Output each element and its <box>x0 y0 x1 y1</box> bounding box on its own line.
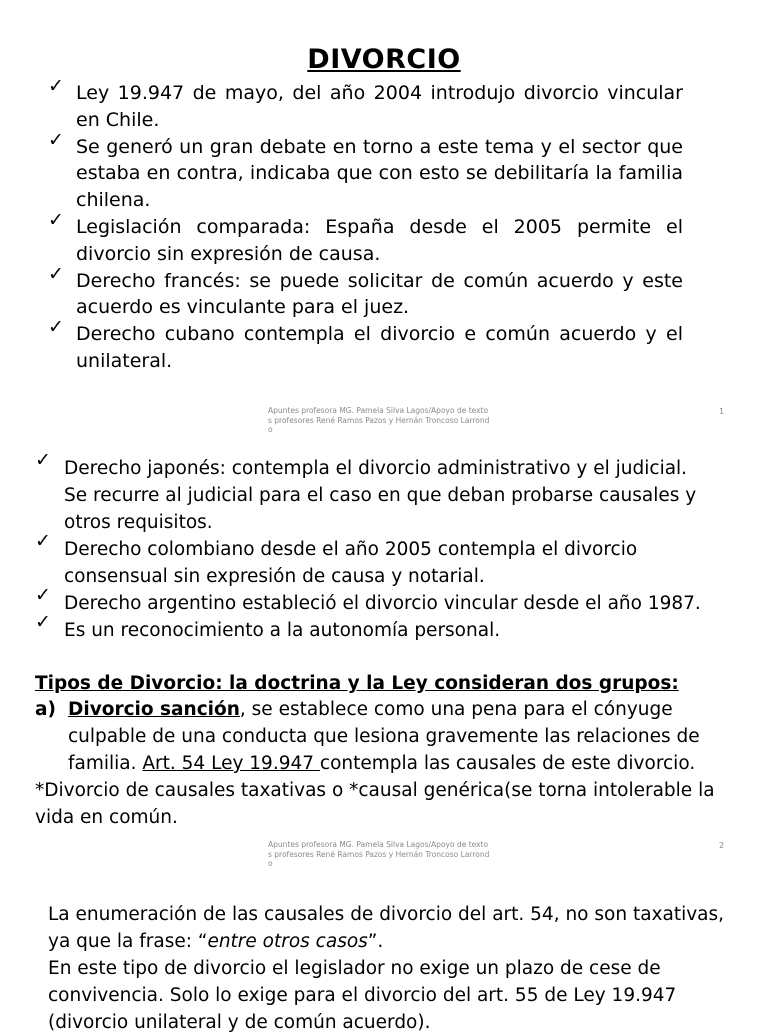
divorce-type-term: Divorcio sanción <box>68 699 240 720</box>
list-item-text: Derecho francés: se puede solicitar de común acuerdo y este acuerdo es vinculante para el juez. <box>76 269 683 319</box>
list-item <box>35 584 714 617</box>
checklist-1 <box>48 75 683 375</box>
checkmark-icon: ✓ <box>35 611 51 633</box>
text-span: La enumeración de las causales de divorcio del art. 54, no son taxativas, ya que la frase: “ <box>48 904 725 952</box>
section-heading: Tipos de Divorcio: la doctrina y la Ley consideran dos grupos: <box>35 673 679 694</box>
checkmark-icon: ✓ <box>35 584 51 606</box>
page-number: 1 <box>719 407 725 416</box>
list-item <box>48 75 683 134</box>
divorce-type-a <box>35 696 715 777</box>
law-reference: Art. 54 Ley 19.947 <box>142 753 320 774</box>
item-marker: a) <box>35 699 56 720</box>
checkmark-icon: ✓ <box>48 128 64 151</box>
checklist-2 <box>35 449 714 644</box>
italic-quote: entre otros casos <box>207 931 368 952</box>
slide-footer <box>268 840 503 868</box>
page-number: 2 <box>719 841 725 850</box>
slide-3 <box>48 901 738 1036</box>
list-item-text: Derecho argentino estableció el divorcio vincular desde el año 1987. <box>64 593 701 614</box>
paragraph: En este tipo de divorcio el legislador no exige un plazo de cese de convivencia. Solo lo exige para el divorcio del art. 55 de Ley 19.947 (divorcio unilateral y de común acuerdo). <box>48 958 677 1033</box>
slide-footer <box>268 406 503 434</box>
list-item-text: Legislación comparada: España desde el 2005 permite el divorcio sin expresión de causa. <box>76 215 683 265</box>
footer-line: o <box>268 425 273 434</box>
text-span: ”. <box>367 931 384 952</box>
list-item-text: Derecho japonés: contempla el divorcio administrativo y el judicial. Se recurre al judicial para el caso en que deban probarse causales y otros requisitos. <box>64 458 697 533</box>
list-item <box>48 208 683 268</box>
text-span: , se establece como una pena para el cónyuge culpable de una conducta que lesiona gravemente las relaciones de familia. <box>68 699 700 774</box>
page-title: DIVORCIO <box>307 44 461 75</box>
list-item-text: Es un reconocimiento a la autonomía personal. <box>64 620 501 641</box>
checkmark-icon: ✓ <box>48 75 64 97</box>
checkmark-icon: ✓ <box>48 262 64 285</box>
list-item-text: Se generó un gran debate en torno a este tema y el sector que estaba en contra, indicaba que con esto se debilitaría la familia chilena. <box>76 135 683 212</box>
footer-line: s profesores René Ramos Pazos y Hernán Troncoso Larrond <box>268 849 490 859</box>
footer-line: o <box>268 859 273 868</box>
list-item-text: Derecho colombiano desde el año 2005 contempla el divorcio consensual sin expresión de causa y notarial. <box>64 539 638 587</box>
divorce-type-a-text <box>68 696 715 777</box>
paragraph <box>48 901 738 955</box>
checkmark-icon: ✓ <box>48 316 64 339</box>
footer-line: Apuntes profesora MG. Pamela Silva Lagos/Apoyo de texto <box>268 840 489 849</box>
checkmark-icon: ✓ <box>48 208 64 231</box>
text-span: contempla las causales de este divorcio. <box>319 753 696 774</box>
footer-line: Apuntes profesora MG. Pamela Silva Lagos/Apoyo de texto <box>268 406 489 415</box>
checkmark-icon: ✓ <box>35 449 51 471</box>
list-item <box>35 449 714 536</box>
list-item-text: Derecho cubano contempla el divorcio e común acuerdo y el unilateral. <box>76 323 683 372</box>
list-item <box>35 611 714 644</box>
list-item <box>48 262 683 322</box>
causales-note: *Divorcio de causales taxativas o *causal genérica(se torna intolerable la vida en común. <box>35 780 715 828</box>
list-item-text: Ley 19.947 de mayo, del año 2004 introdujo divorcio vincular en Chile. <box>76 82 683 131</box>
checkmark-icon: ✓ <box>35 530 51 552</box>
footer-line: s profesores René Ramos Pazos y Hernán Troncoso Larrond <box>268 415 490 425</box>
list-item <box>35 530 714 590</box>
list-item <box>48 128 683 214</box>
list-item <box>48 316 683 375</box>
